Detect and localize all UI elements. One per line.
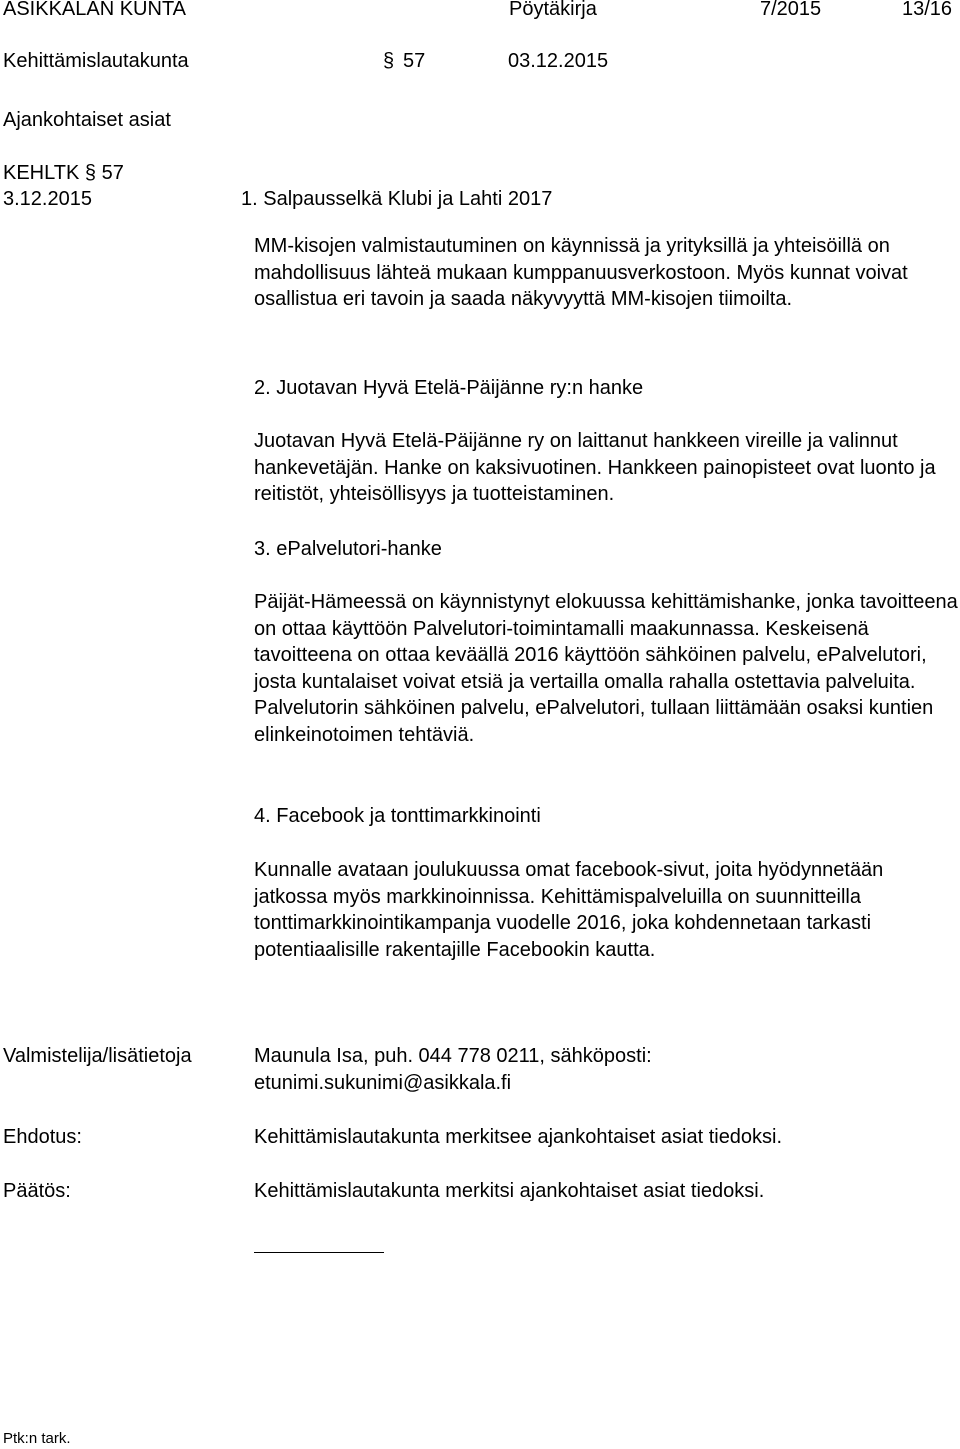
item-heading: 1. Salpausselkä Klubi ja Lahti 2017 <box>241 188 553 210</box>
page-title: Ajankohtaiset asiat <box>3 109 171 131</box>
municipality-name: ASIKKALAN KUNTA <box>3 0 187 20</box>
reference-number: 57 <box>101 162 124 184</box>
preparer-email: etunimi.sukunimi@asikkala.fi <box>254 1072 512 1094</box>
certification-note: Ptk:n tark. <box>3 1430 71 1447</box>
section-number: 57 <box>403 50 426 72</box>
committee-name: Kehittämislautakunta <box>3 50 189 72</box>
item-heading: 4. Facebook ja tonttimarkkinointi <box>254 805 541 827</box>
reference-code-text: KEHLTK <box>3 162 80 184</box>
proposal-label: Ehdotus: <box>3 1126 82 1148</box>
item-text: Päijät-Hämeessä on käynnistynyt elokuussa kehittämishanke, jonka tavoitteena on ottaa käyttöön Palvelutori-toimintamalli maakunnassa. Keskeisenä tavoitteena on ottaa keväällä 2016 käyttöön sähköinen palvelu, ePalvelutori, josta kuntalaiset voivat etsiä ja vertailla omalla rahalla ostettavia palveluita. Palvelutorin sähköinen palvelu, ePalvelutori, tullaan liittämään osaksi kuntien elinkeinotoimen tehtäviä. <box>254 591 958 746</box>
preparer-label: Valmistelija/lisätietoja <box>3 1045 192 1067</box>
item-heading: 2. Juotavan Hyvä Etelä-Päijänne ry:n hanke <box>254 377 644 399</box>
meeting-date: 03.12.2015 <box>508 50 609 72</box>
decision-text: Kehittämislautakunta merkitsi ajankohtaiset asiat tiedoksi. <box>254 1180 765 1202</box>
item-text: MM-kisojen valmistautuminen on käynnissä ja yrityksillä ja yhteisöillä on mahdollisuus lähteä mukaan kumppanuusverkostoon. Myös kunnat voivat osallistua eri tavoin ja saada näkyvyyttä MM-kisojen tiimoilta. <box>254 235 908 310</box>
document-type: Pöytäkirja <box>509 0 597 20</box>
decision-label: Päätös: <box>3 1180 71 1202</box>
document-number: 7/2015 <box>760 0 822 20</box>
reference-date: 3.12.2015 <box>3 188 92 210</box>
signature-divider <box>254 1252 384 1253</box>
proposal-text: Kehittämislautakunta merkitsee ajankohtaiset asiat tiedoksi. <box>254 1126 783 1148</box>
page-number: 13/16 <box>902 0 953 20</box>
section-sign: § <box>383 50 395 72</box>
item-text: Juotavan Hyvä Etelä-Päijänne ry on laittanut hankkeen vireille ja valinnut hankevetäjän. Hanke on kaksivuotinen. Hankkeen painopisteet ovat luonto ja reitistöt, yhteisöllisyys ja tuotteistaminen. <box>254 430 936 505</box>
reference-section-sign: § <box>84 162 97 184</box>
item-heading: 3. ePalvelutori-hanke <box>254 538 442 560</box>
reference-code <box>3 160 124 186</box>
preparer-contact: Maunula Isa, puh. 044 778 0211, sähköposti: <box>254 1045 652 1067</box>
item-text: Kunnalle avataan joulukuussa omat facebook-sivut, joita hyödynnetään jatkossa myös markkinoinnissa. Kehittämispalveluilla on suunnitteilla tonttimarkkinointikampanja vuodelle 2016, joka kohdennetaan tarkasti potentiaalisille rakentajille Facebookin kautta. <box>254 859 884 961</box>
